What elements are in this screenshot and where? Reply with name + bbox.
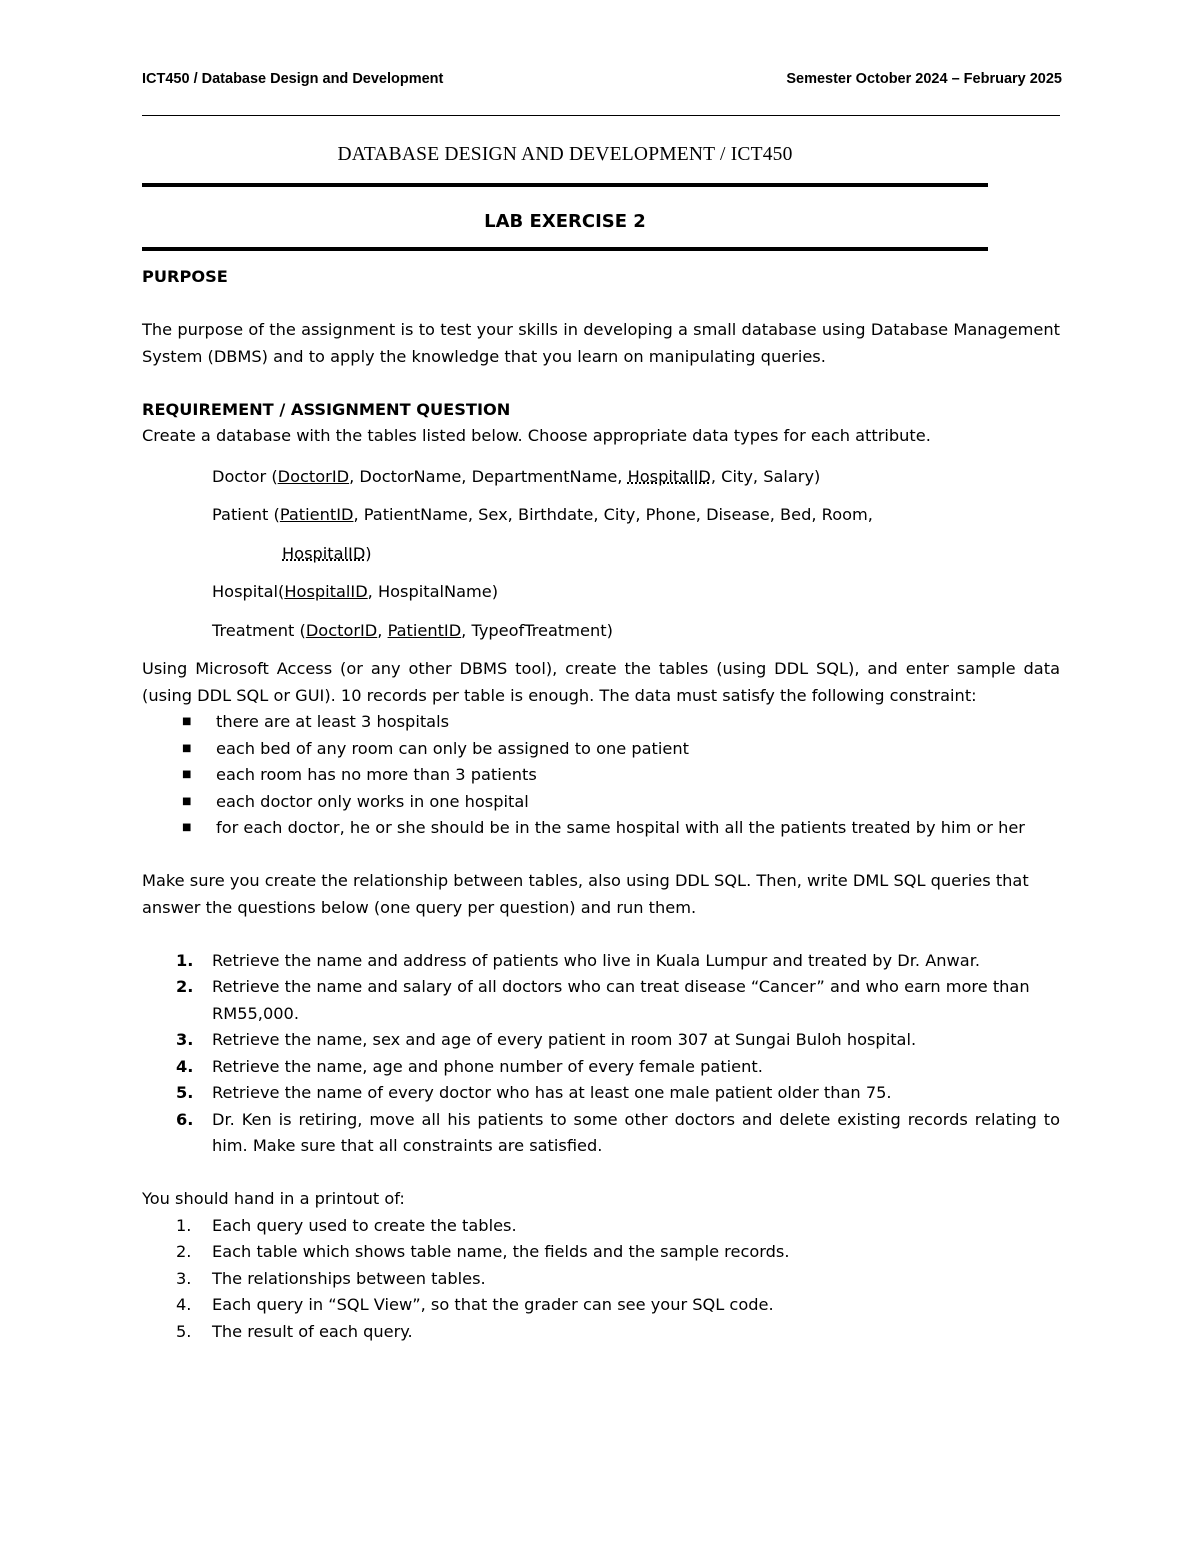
requirement-heading: REQUIREMENT / ASSIGNMENT QUESTION [142, 399, 511, 419]
square-bullet-icon: ■ [182, 716, 192, 727]
page-header [142, 71, 1062, 87]
schema-treatment: Treatment (DoctorID, PatientID, TypeofTreatment) [212, 620, 613, 640]
list-item: 4. Each query in “SQL View”, so that the grader can see your SQL code. [176, 1295, 774, 1314]
handin-intro: You should hand in a printout of: [142, 1189, 405, 1208]
constraints-intro: Using Microsoft Access (or any other DBMS tool), create the tables (using DDL SQL), and enter sample data (using DDL SQL or GUI). 10 records per table is enough. The data must satisfy the following constraint: [142, 659, 1060, 705]
list-item: 6. Dr. Ken is retiring, move all his patients to some other doctors and delete existing records relating to him. Make sure that all constraints are satisfied. [176, 1109, 1060, 1155]
handin-list [142, 1213, 1060, 1346]
list-item: 2. Each table which shows table name, the fields and the sample records. [176, 1242, 790, 1261]
title-rule [142, 183, 988, 187]
list-item: 4. Retrieve the name, age and phone number of every female patient. [176, 1056, 763, 1076]
list-item: 2. Retrieve the name and salary of all doctors who can treat disease “Cancer” and who earn more than RM55,000. [176, 977, 1030, 1023]
schema-hospital: Hospital(HospitalID, HospitalName) [212, 582, 499, 601]
primary-key: PatientID [279, 505, 354, 524]
square-bullet-icon: ■ [182, 769, 192, 780]
document-body [142, 264, 1060, 1345]
primary-key: DoctorID [305, 620, 378, 640]
lab-title-rule [142, 247, 988, 251]
foreign-key: HospitalID [282, 543, 366, 563]
list-item: 3. The relationships between tables. [176, 1268, 486, 1288]
schema-doctor: Doctor (DoctorID, DoctorName, DepartmentName, HospitalID, City, Salary) [212, 466, 821, 486]
constraints-list [142, 709, 1060, 842]
queries-intro: Make sure you create the relationship between tables, also using DDL SQL. Then, write DML SQL queries that answer the questions below (one query per question) and run them. [142, 871, 1029, 917]
primary-key: DoctorID [277, 466, 350, 486]
purpose-heading: PURPOSE [142, 267, 228, 286]
primary-key: PatientID [387, 620, 462, 640]
square-bullet-icon: ■ [182, 742, 192, 754]
list-item: 3. Retrieve the name, sex and age of every patient in room 307 at Sungai Buloh hospital. [176, 1030, 917, 1049]
list-item: ■ there are at least 3 hospitals [142, 709, 1060, 736]
header-semester: Semester October 2024 – February 2025 [786, 71, 1062, 87]
list-item: ■ each bed of any room can only be assigned to one patient [142, 736, 1060, 763]
schema-patient-continued: HospitalID) [282, 543, 372, 563]
schema-patient: Patient (PatientID, PatientName, Sex, Birthdate, City, Phone, Disease, Bed, Room, [212, 505, 873, 524]
square-bullet-icon: ■ [182, 795, 192, 807]
list-item: ■ each room has no more than 3 patients [142, 762, 1060, 789]
list-item: 5. The result of each query. [176, 1321, 413, 1341]
header-course: ICT450 / Database Design and Development [142, 71, 444, 87]
primary-key: HospitalID [284, 582, 368, 601]
header-rule [142, 115, 1060, 116]
queries-list [142, 948, 1060, 1160]
list-item: 5. Retrieve the name of every doctor who has at least one male patient older than 75. [176, 1083, 892, 1102]
requirement-intro: Create a database with the tables listed below. Choose appropriate data types for each attribute. [142, 426, 931, 445]
list-item: ■ each doctor only works in one hospital [142, 789, 1060, 816]
list-item: 1. Each query used to create the tables. [176, 1215, 517, 1235]
purpose-text: The purpose of the assignment is to test your skills in developing a small database using Database Management System (DBMS) and to apply the knowledge that you learn on manipulating queries. [142, 320, 1060, 366]
square-bullet-icon: ■ [182, 822, 192, 833]
list-item: ■ for each doctor, he or she should be in the same hospital with all the patients treated by him or her [142, 815, 1060, 842]
list-item: 1. Retrieve the name and address of patients who live in Kuala Lumpur and treated by Dr. Anwar. [176, 950, 981, 970]
document-title: DATABASE DESIGN AND DEVELOPMENT / ICT450 [337, 144, 793, 165]
table-schema-list [212, 464, 1060, 645]
foreign-key: HospitalID [627, 466, 711, 486]
lab-title: LAB EXERCISE 2 [484, 211, 646, 232]
